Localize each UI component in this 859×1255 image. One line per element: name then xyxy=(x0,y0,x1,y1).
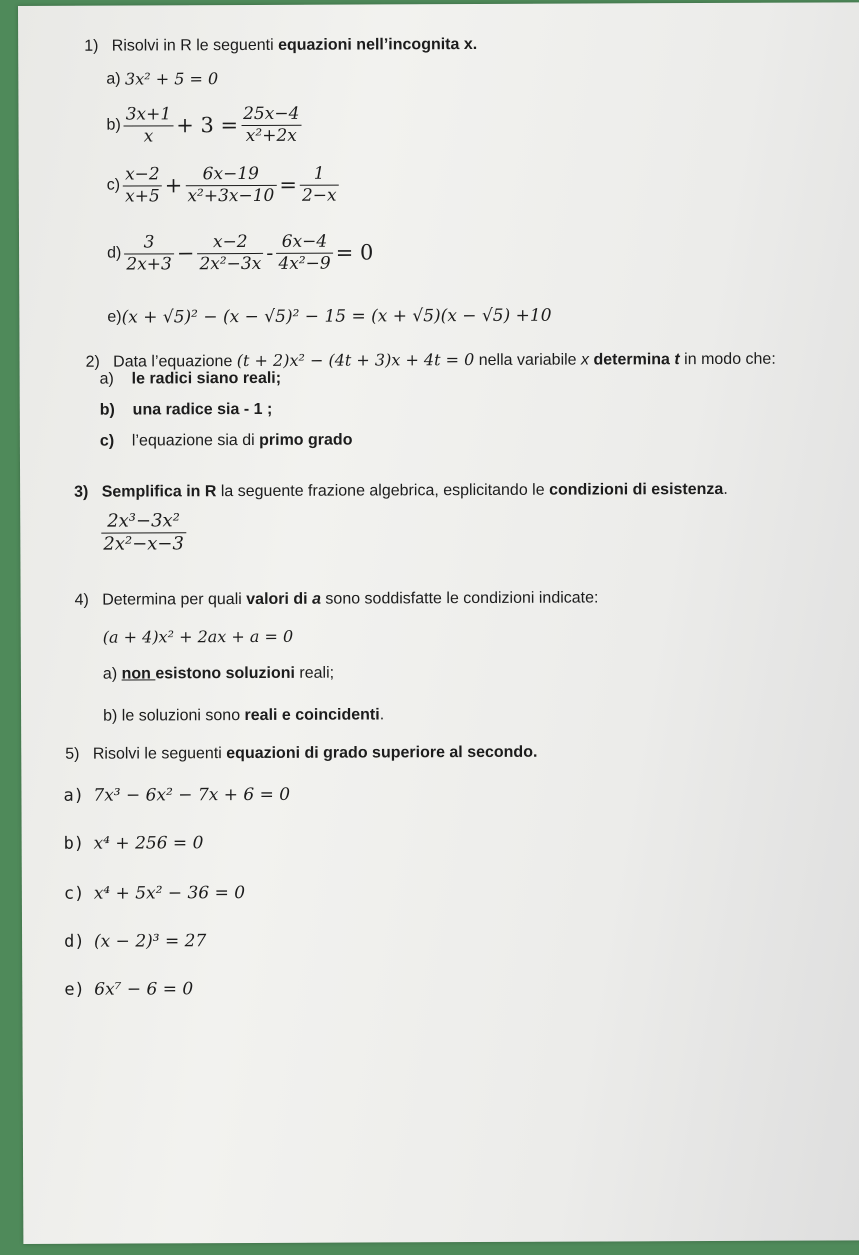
q3-text-a: Semplifica in R xyxy=(101,483,217,501)
q2-item-b xyxy=(100,401,273,420)
q2-heading xyxy=(86,349,776,372)
q1-a-equation: 3x² + 5 = 0 xyxy=(124,69,219,89)
q1-c-f1-den: x+5 xyxy=(125,186,160,207)
q2-intro: Data l’equazione xyxy=(113,353,237,371)
q5-a-equation: 7x³ − 6x² − 7x + 6 = 0 xyxy=(93,784,291,806)
q3-text-c: condizioni di esistenza xyxy=(549,480,724,499)
q4-b-text-c: . xyxy=(379,706,385,724)
q1-d-fraction-3 xyxy=(276,233,332,274)
q4-item-a xyxy=(103,665,334,684)
q5-item-b xyxy=(64,833,204,854)
q5-text-b: equazioni di grado superiore al secondo. xyxy=(226,743,538,763)
q5-item-c xyxy=(64,883,245,904)
q1-heading xyxy=(84,36,477,56)
q1-item-e xyxy=(107,306,551,328)
q1-e-label: e) xyxy=(107,308,122,326)
q1-text-a: Risolvi in R le seguenti xyxy=(111,36,279,55)
q1-d-f1-num: 3 xyxy=(124,233,174,254)
q2-t: t xyxy=(674,351,680,369)
q1-item-b xyxy=(106,105,304,146)
q2-number: 2) xyxy=(85,353,100,371)
q2-b-label: b) xyxy=(99,401,115,419)
q1-b-f1-num: 3x+1 xyxy=(124,105,174,126)
q4-b-label: b) xyxy=(103,707,118,725)
q2-a-label: a) xyxy=(99,370,114,388)
q2-c-text-a: l’equazione sia di xyxy=(131,431,260,450)
q1-d-f2-num: x−2 xyxy=(197,233,263,254)
q1-c-fraction-3 xyxy=(300,165,339,206)
q4-heading xyxy=(75,589,599,609)
q2-c-text-b: primo grado xyxy=(259,431,353,449)
q2-a-text: le radici siano reali; xyxy=(131,369,282,388)
q1-d-label: d) xyxy=(107,244,122,262)
q4-a-text-rest: reali; xyxy=(294,664,335,682)
q4-item-b xyxy=(103,706,384,725)
q1-b-f2-num: 25x−4 xyxy=(241,105,301,126)
q1-text-b: equazioni nell’incognita xyxy=(278,36,460,54)
q1-c-f2-num: 6x−19 xyxy=(185,165,276,186)
q1-c-fraction-2 xyxy=(185,165,276,206)
q1-d-fraction-1 xyxy=(124,233,174,274)
q4-text-d: sono soddisfatte le condizioni indicate: xyxy=(320,589,599,608)
q5-text-a: Risolvi le seguenti xyxy=(92,745,227,763)
q5-b-equation: x⁴ + 256 = 0 xyxy=(93,833,204,854)
q1-a-label: a) xyxy=(106,70,121,88)
q4-b-text-b: reali e coincidenti xyxy=(244,706,380,725)
q2-var: x xyxy=(580,351,590,369)
q4-text-c: a xyxy=(312,590,321,608)
q1-item-c xyxy=(107,165,342,206)
q3-text-d: . xyxy=(723,480,728,498)
q1-b-fraction-1 xyxy=(124,105,174,146)
q1-c-f1-num: x−2 xyxy=(123,165,162,186)
q1-d-f2-den: 2x²−3x xyxy=(199,253,262,274)
q1-b-fraction-2 xyxy=(241,105,301,146)
q3-fraction xyxy=(98,511,189,554)
q3-denominator: 2x²−x−3 xyxy=(103,533,184,555)
q4-text-b: valori di xyxy=(246,590,313,609)
q1-c-f2-den: x²+3x−10 xyxy=(187,185,275,206)
q1-b-label: b) xyxy=(106,116,121,134)
q1-c-f3-num: 1 xyxy=(300,165,339,186)
q1-b-equation xyxy=(121,105,305,146)
q5-a-label: a) xyxy=(63,785,84,806)
q1-text-c: x. xyxy=(459,35,478,54)
q4-a-label: a) xyxy=(102,665,118,683)
q1-b-mid: + 3 = xyxy=(176,113,239,138)
q5-d-equation: (x − 2)³ = 27 xyxy=(93,931,207,952)
q4-text-a: Determina per quali xyxy=(102,591,247,609)
q2-determina: determina xyxy=(588,351,675,369)
q1-number: 1) xyxy=(84,37,99,55)
q2-item-a xyxy=(100,370,281,389)
q4-a-text-underlined: non xyxy=(121,665,156,683)
q4-a-text-bold: esistono soluzioni xyxy=(155,664,295,683)
q3-text-b: la seguente frazione algebrica, esplicitando le xyxy=(216,481,550,501)
q5-c-equation: x⁴ + 5x² − 36 = 0 xyxy=(93,883,246,904)
q1-d-equation xyxy=(121,232,373,273)
q5-c-label: c) xyxy=(63,883,85,904)
q5-item-d xyxy=(64,931,206,952)
q1-d-end: = 0 xyxy=(335,240,374,265)
q4-number: 4) xyxy=(74,591,89,609)
q1-b-f1-den: x xyxy=(143,126,154,147)
q1-d-fraction-2 xyxy=(197,233,263,274)
q1-d-f3-den: 4x²−9 xyxy=(278,253,331,274)
q3-numerator: 2x³−3x² xyxy=(101,511,186,533)
q1-d-op2: - xyxy=(266,241,274,266)
q5-b-label: b) xyxy=(63,833,85,854)
q5-e-label: e) xyxy=(64,979,85,1000)
q2-c-label: c) xyxy=(99,432,115,450)
q5-d-label: d) xyxy=(64,931,85,952)
q1-d-op1: − xyxy=(176,241,195,266)
q1-c-op1: + xyxy=(164,173,183,198)
q1-c-op2: = xyxy=(279,172,297,198)
q2-item-c xyxy=(100,432,353,451)
q2-end: in modo che: xyxy=(679,350,776,369)
q1-c-equation xyxy=(120,165,342,206)
q4-b-text-a: le soluzioni sono xyxy=(121,707,245,725)
q1-b-f2-den: x²+2x xyxy=(245,125,297,146)
q1-item-a xyxy=(106,69,218,88)
q5-item-a xyxy=(63,785,290,806)
q1-c-fraction-1 xyxy=(123,165,162,206)
q5-e-equation: 6x⁷ − 6 = 0 xyxy=(94,979,194,1000)
q1-e-equation: (x + √5)² − (x − √5)² − 15 = (x + √5)(x − √5) +10 xyxy=(121,305,552,328)
q5-heading xyxy=(65,744,537,764)
q1-d-f1-den: 2x+3 xyxy=(126,254,172,275)
q1-c-label: c) xyxy=(106,176,121,194)
q1-c-f3-den: 2−x xyxy=(301,185,337,206)
q3-heading xyxy=(74,481,728,502)
q5-item-e xyxy=(64,979,193,1000)
q2-b-text: una radice sia - 1 ; xyxy=(132,400,273,419)
q1-item-d xyxy=(107,232,373,274)
q3-number: 3) xyxy=(74,483,89,501)
q1-d-f3-num: 6x−4 xyxy=(276,233,332,254)
q4-equation: (a + 4)x² + 2ax + a = 0 xyxy=(102,626,294,647)
q2-mid: nella variabile xyxy=(474,351,582,370)
q2-equation: (t + 2)x² − (4t + 3)x + 4t = 0 xyxy=(236,350,475,371)
worksheet-page xyxy=(18,2,859,1244)
q5-number: 5) xyxy=(65,745,80,763)
